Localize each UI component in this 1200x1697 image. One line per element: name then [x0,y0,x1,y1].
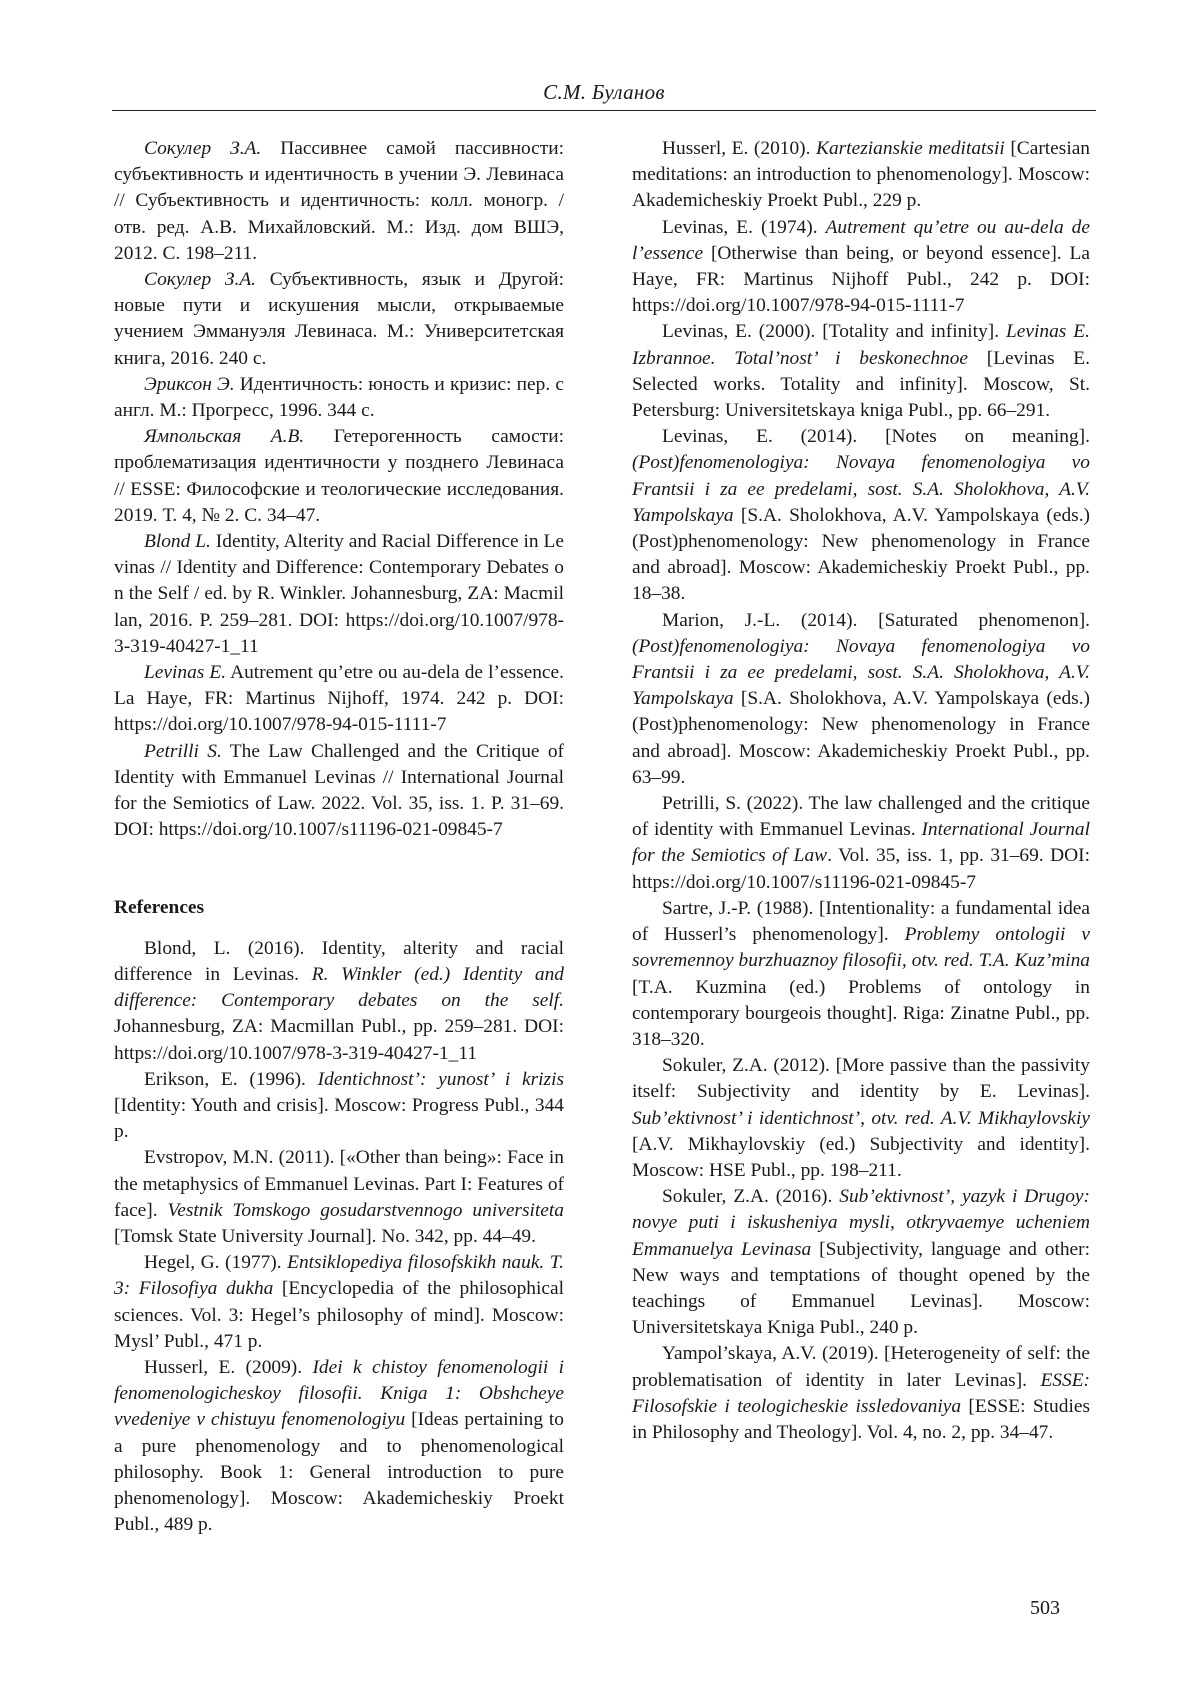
reference-entry: Levinas, E. (1974). Autrement qu’etre ou au-dela de l’essence [Otherwise than being, or beyond essence]. La Haye, FR: Martinus Nijhoff Publ., 242 p. DOI: https://doi.org/10.1007/978-94-015-1111-7 [632,215,1090,320]
bib-entry-ru: Эриксон Э. Идентичность: юность и кризис: пер. с англ. М.: Прогресс, 1996. 344 с. [114,372,564,424]
reference-entry: Evstropov, M.N. (2011). [«Other than being»: Face in the metaphysics of Emmanuel Levinas. Part I: Features of face]. Vestnik Tomskogo gosudarstvennogo universiteta [Tomsk State University Journal]. No. 342, pp. 44–49. [114,1145,564,1250]
bib-entry-ru: Blond L. Identity, Alterity and Racial Difference in Levinas // Identity and Difference: Contemporary Debates on the Self / ed. by R. Winkler. Johannesburg, ZA: Macmillan, 2016. P. 259–281. DOI: https://doi.org/10.1007/978-3-319-40427-1_11 [114,529,564,660]
references-heading: References [114,895,564,921]
reference-entry: Husserl, E. (2009). Idei k chistoy fenomenologii i fenomenologicheskoy filosofii. Kniga 1: Obshcheye vvedeniye v chistuyu fenomenologiyu [Ideas pertaining to a pure phenomenology and to phenomenological philosophy. Book 1: General introduction to pure phenomenology]. Moscow: Akademicheskiy Proekt Publ., 489 p. [114,1355,564,1538]
page-number: 503 [1030,1597,1060,1620]
reference-entry: Sartre, J.-P. (1988). [Intentionality: a fundamental idea of Husserl’s phenomenology]. Problemy ontologii v sovremennoy burzhuaznoy filosofii, otv. red. T.A. Kuz’mina [T.A. Kuzmina (ed.) Problems of ontology in contemporary bourgeois thought]. Riga: Zinatne Publ., pp. 318–320. [632,896,1090,1053]
bib-entry-ru: Сокулер З.А. Пассивнее самой пассивности: субъективность и идентичность в учении Э. Левинаса // Субъективность и идентичность: колл. моногр. / отв. ред. А.В. Михайловский. М.: Изд. дом ВШЭ, 2012. С. 198–211. [114,136,564,267]
reference-entry: Erikson, E. (1996). Identichnost’: yunost’ i krizis [Identity: Youth and crisis]. Moscow: Progress Publ., 344 p. [114,1067,564,1146]
reference-entry: Blond, L. (2016). Identity, alterity and racial difference in Levinas. R. Winkler (ed.) Identity and difference: Contemporary debates on the self. Johannesburg, ZA: Macmillan Publ., pp. 259–281. DOI: https://doi.org/10.1007/978-3-319-40427-1_11 [114,936,564,1067]
bib-entry-ru: Levinas E. Autrement qu’etre ou au-dela de l’essence. La Haye, FR: Martinus Nijhoff, 1974. 242 p. DOI: https://doi.org/10.1007/978-94-015-1111-7 [114,660,564,739]
reference-entry: Husserl, E. (2010). Kartezianskie meditatsii [Cartesian meditations: an introduction to phenomenology]. Moscow: Akademicheskiy Proekt Publ., 229 p. [632,136,1090,215]
running-head: С.М. Буланов [112,80,1096,105]
reference-entry: Levinas, E. (2000). [Totality and infinity]. Levinas E. Izbrannoe. Total’nost’ i beskonechnoe [Levinas E. Selected works. Totality and infinity]. Moscow, St. Petersburg: Universitetskaya kniga Publ., pp. 66–291. [632,319,1090,424]
reference-entry: Levinas, E. (2014). [Notes on meaning]. (Post)fenomenologiya: Novaya fenomenologiya vo Frantsii i za ee predelami, sost. S.A. Sholokhova, A.V. Yampolskaya [S.A. Sholokhova, A.V. Yampolskaya (eds.) (Post)phenomenology: New phenomenology in France and abroad]. Moscow: Akademicheskiy Proekt Publ., pp. 18–38. [632,424,1090,607]
page-header [112,78,1096,111]
reference-entry: Hegel, G. (1977). Entsiklopediya filosofskikh nauk. T. 3: Filosofiya dukha [Encyclopedia of the philosophical sciences. Vol. 3: Hegel’s philosophy of mind]. Moscow: Mysl’ Publ., 471 p. [114,1250,564,1355]
bib-entry-ru: Ямпольская А.В. Гетерогенность самости: проблематизация идентичности у позднего Левинаса // ESSE: Философские и теологические исследования. 2019. Т. 4, № 2. С. 34–47. [114,424,564,529]
bib-entry-ru: Сокулер З.А. Субъективность, язык и Другой: новые пути и искушения мысли, открываемые учением Эммануэля Левинаса. М.: Университетская книга, 2016. 240 с. [114,267,564,372]
reference-entry: Yampol’skaya, A.V. (2019). [Heterogeneity of self: the problematisation of identity in later Levinas]. ESSE: Filosofskie i teologicheskie issledovaniya [ESSE: Studies in Philosophy and Theology]. Vol. 4, no. 2, pp. 34–47. [632,1341,1090,1446]
right-column [632,136,1090,1446]
reference-entry: Sokuler, Z.A. (2016). Sub’ektivnost’, yazyk i Drugoy: novye puti i iskusheniya mysli, otkryvaemye ucheniem Emmanuelya Levinasa [Subjectivity, language and other: New ways and temptations of thought opened by the teachings of Emmanuel Levinas]. Moscow: Universitetskaya Kniga Publ., 240 p. [632,1184,1090,1341]
reference-entry: Sokuler, Z.A. (2012). [More passive than the passivity itself: Subjectivity and identity by E. Levinas]. Sub’ektivnost’ i identichnost’, otv. red. A.V. Mikhaylovskiy [A.V. Mikhaylovskiy (ed.) Subjectivity and identity]. Moscow: HSE Publ., pp. 198–211. [632,1053,1090,1184]
left-column [114,136,564,1538]
reference-entry: Petrilli, S. (2022). The law challenged and the critique of identity with Emmanuel Levinas. International Journal for the Semiotics of Law. Vol. 35, iss. 1, pp. 31–69. DOI: https://doi.org/10.1007/s11196-021-09845-7 [632,791,1090,896]
bib-entry-ru: Petrilli S. The Law Challenged and the Critique of Identity with Emmanuel Levinas // International Journal for the Semiotics of Law. 2022. Vol. 35, iss. 1. P. 31–69. DOI: https://doi.org/10.1007/s11196-021-09845-7 [114,739,564,844]
reference-entry: Marion, J.-L. (2014). [Saturated phenomenon]. (Post)fenomenologiya: Novaya fenomenologiya vo Frantsii i za ee predelami, sost. S.A. Sholokhova, A.V. Yampolskaya [S.A. Sholokhova, A.V. Yampolskaya (eds.) (Post)phenomenology: New phenomenology in France and abroad]. Moscow: Akademicheskiy Proekt Publ., pp. 63–99. [632,608,1090,791]
